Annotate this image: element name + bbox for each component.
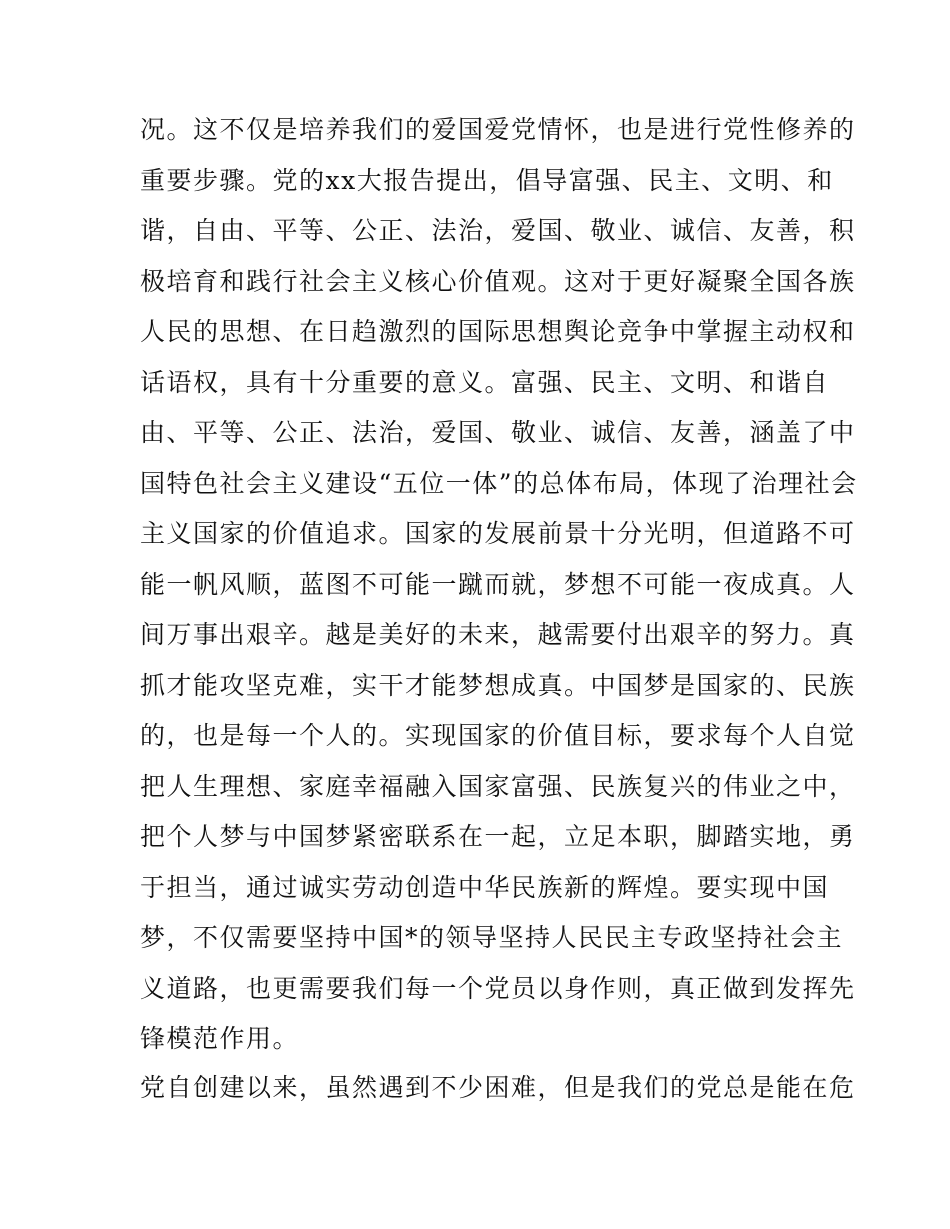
paragraph-1-line: 主义国家的价值追求。国家的发展前景十分光明，但道路不可 — [140, 519, 856, 548]
paragraph-1-line: 话语权，具有十分重要的意义。富强、民主、文明、和谐自 — [140, 367, 830, 397]
paragraph-1-line: 重要步骤。党的xx大报告提出，倡导富强、民主、文明、和 — [140, 165, 834, 195]
paragraph-1-line: 把个人梦与中国梦紧密联系在一起，立足本职，脚踏实地，勇 — [140, 822, 856, 851]
paragraph-1-line: 况。这不仅是培养我们的爱国爱党情怀，也是进行党性修养的 — [140, 115, 856, 144]
paragraph-1-line: 的，也是每一个人的。实现国家的价值目标，要求每个人自觉 — [140, 721, 856, 750]
paragraph-1-line: 抓才能攻坚克难，实干才能梦想成真。中国梦是国家的、民族 — [140, 670, 856, 700]
paragraph-1-line: 于担当，通过诚实劳动创造中华民族新的辉煌。要实现中国 — [140, 872, 830, 902]
paragraph-2-line: 党自创建以来，虽然遇到不少困难，但是我们的党总是能在危 — [140, 1073, 856, 1102]
paragraph-1-line: 极培育和践行社会主义核心价值观。这对于更好凝聚全国各族 — [140, 266, 856, 296]
paragraph-1-line: 间万事出艰辛。越是美好的未来，越需要付出艰辛的努力。真 — [140, 620, 856, 649]
paragraph-1 — [140, 105, 858, 1065]
paragraph-1-line: 由、平等、公正、法治，爱国、敬业、诚信、友善，涵盖了中 — [140, 418, 856, 447]
paragraph-1-line: 人民的思想、在日趋激烈的国际思想舆论竞争中掌握主动权和 — [140, 317, 856, 346]
paragraph-1-line: 谐，自由、平等、公正、法治，爱国、敬业、诚信、友善，积 — [140, 216, 856, 245]
paragraph-2 — [140, 1063, 856, 1114]
paragraph-1-line: 义道路，也更需要我们每一个党员以身作则，真正做到发挥先 — [140, 973, 856, 1003]
paragraph-1-line: 梦，不仅需要坚持中国*的领导坚持人民民主专政坚持社会主 — [140, 923, 844, 952]
paragraph-1-line: 能一帆风顺，蓝图不可能一蹴而就，梦想不可能一夜成真。人 — [140, 569, 856, 599]
paragraph-1-line: 国特色社会主义建设“五位一体”的总体布局，体现了治理社会 — [140, 468, 858, 498]
paragraph-1-line: 把人生理想、家庭幸福融入国家富强、民族复兴的伟业之中， — [140, 771, 856, 801]
paragraph-1-line: 锋模范作用。 — [140, 1024, 300, 1053]
